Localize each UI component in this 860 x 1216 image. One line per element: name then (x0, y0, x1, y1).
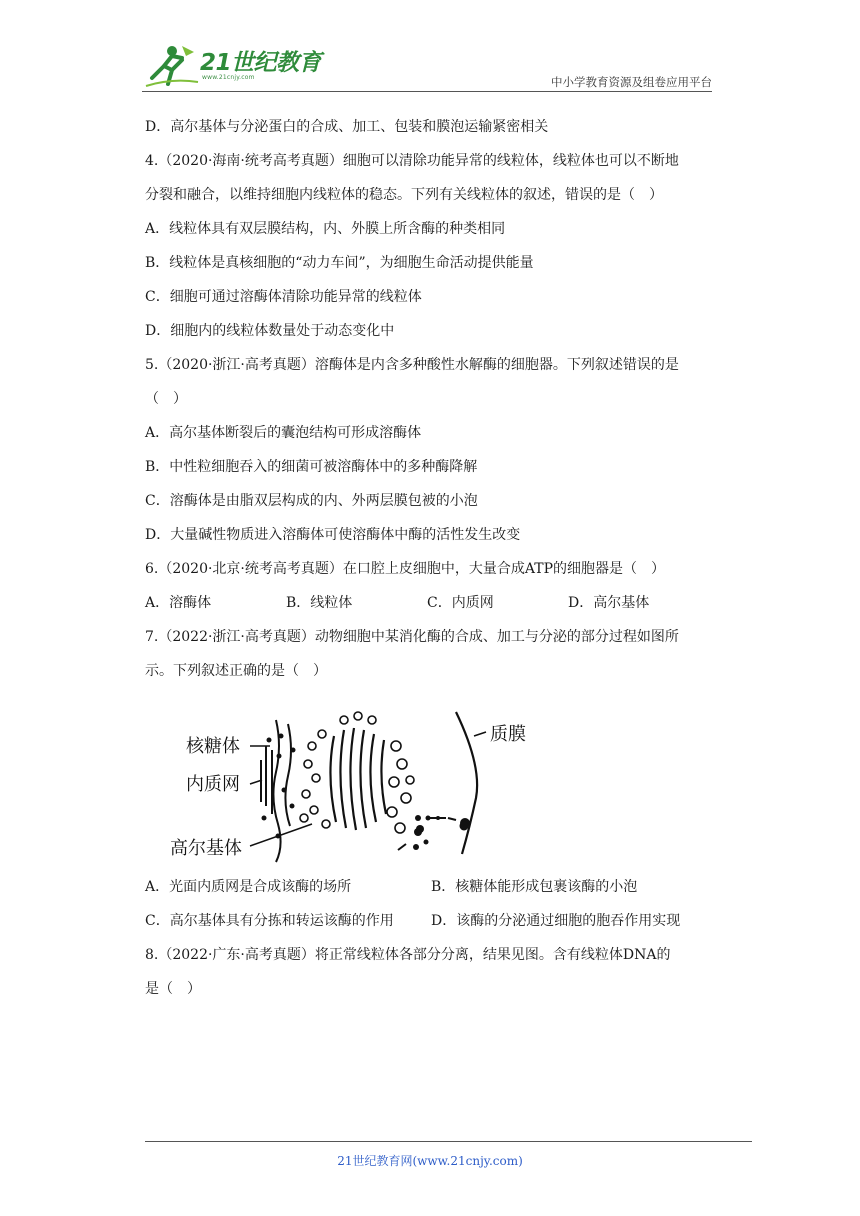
q5-option-c: C．溶酶体是由脂双层构成的内、外两层膜包被的小泡 (145, 493, 478, 509)
q7-option-a: A．光面内质网是合成该酶的场所 (145, 879, 352, 895)
q5-option-a: A．高尔基体断裂后的囊泡结构可形成溶酶体 (145, 425, 422, 441)
q4-option-b: B．线粒体是真核细胞的“动力车间”，为细胞生命活动提供能量 (145, 255, 534, 271)
q7-stem-line2: 示。下列叙述正确的是（ ） (145, 663, 327, 679)
q5-stem-line1: 5.（2020·浙江·高考真题）溶酶体是内含多种酸性水解酶的细胞器。下列叙述错误的是 (145, 357, 679, 373)
q6-stem: 6.（2020·北京·统考高考真题）在口腔上皮细胞中，大量合成ATP的细胞器是（ ） (145, 561, 665, 577)
q7-option-d: D．该酶的分泌通过细胞的胞吞作用实现 (431, 913, 681, 929)
q5-option-b: B．中性粒细胞吞入的细菌可被溶酶体中的多种酶降解 (145, 459, 478, 475)
logo-text: 21世纪教育 (200, 50, 322, 76)
q7-option-c: C．高尔基体具有分拣和转运该酶的作用 (145, 913, 394, 929)
q4-option-d: D．细胞内的线粒体数量处于动态变化中 (145, 323, 395, 339)
q7-stem-line1: 7.（2022·浙江·高考真题）动物细胞中某消化酶的合成、加工与分泌的部分过程如图所 (145, 629, 679, 645)
prev-question-option-d: D．高尔基体与分泌蛋白的合成、加工、包装和膜泡运输紧密相关 (145, 119, 549, 135)
logo-url: www.21cnjy.com (202, 74, 255, 81)
q6-option-b: B．线粒体 (286, 595, 353, 611)
secretion-pathway-figure (166, 706, 546, 868)
q7-options-row1 (145, 870, 717, 904)
q6-options (145, 586, 717, 620)
q4-stem-line1: 4.（2020·海南·统考高考真题）细胞可以清除功能异常的线粒体，线粒体也可以不断地 (145, 153, 679, 169)
q8-stem-line1: 8.（2022·广东·高考真题）将正常线粒体各部分分离，结果见图。含有线粒体DNA的 (145, 947, 671, 963)
q7-options-row2 (145, 904, 717, 938)
figure-label-er: 内质网 (186, 774, 240, 795)
q6-option-c: C．内质网 (427, 595, 494, 611)
q4-option-a: A．线粒体具有双层膜结构，内、外膜上所含酶的种类相同 (145, 221, 506, 237)
q5-stem-line2: （ ） (145, 391, 187, 407)
figure-label-golgi: 高尔基体 (170, 838, 242, 859)
platform-title: 中小学教育资源及组卷应用平台 (551, 75, 712, 89)
q6-option-d: D．高尔基体 (568, 595, 650, 611)
footer-divider (145, 1141, 752, 1142)
footer-link[interactable]: 21世纪教育网(www.21cnjy.com) (337, 1154, 523, 1168)
question-content (145, 110, 717, 1006)
q6-option-a: A．溶酶体 (145, 595, 212, 611)
q4-stem-line2: 分裂和融合，以维持细胞内线粒体的稳态。下列有关线粒体的叙述，错误的是（ ） (145, 187, 663, 203)
q7-option-b: B．核糖体能形成包裹该酶的小泡 (431, 879, 638, 895)
figure-label-ribosome: 核糖体 (186, 736, 240, 757)
q4-option-c: C．细胞可通过溶酶体清除功能异常的线粒体 (145, 289, 422, 305)
q5-option-d: D．大量碱性物质进入溶酶体可使溶酶体中酶的活性发生改变 (145, 527, 521, 543)
page-header (142, 40, 712, 92)
q8-stem-line2: 是（ ） (145, 981, 201, 997)
header-divider (142, 91, 712, 92)
figure-label-membrane: 质膜 (490, 724, 526, 745)
